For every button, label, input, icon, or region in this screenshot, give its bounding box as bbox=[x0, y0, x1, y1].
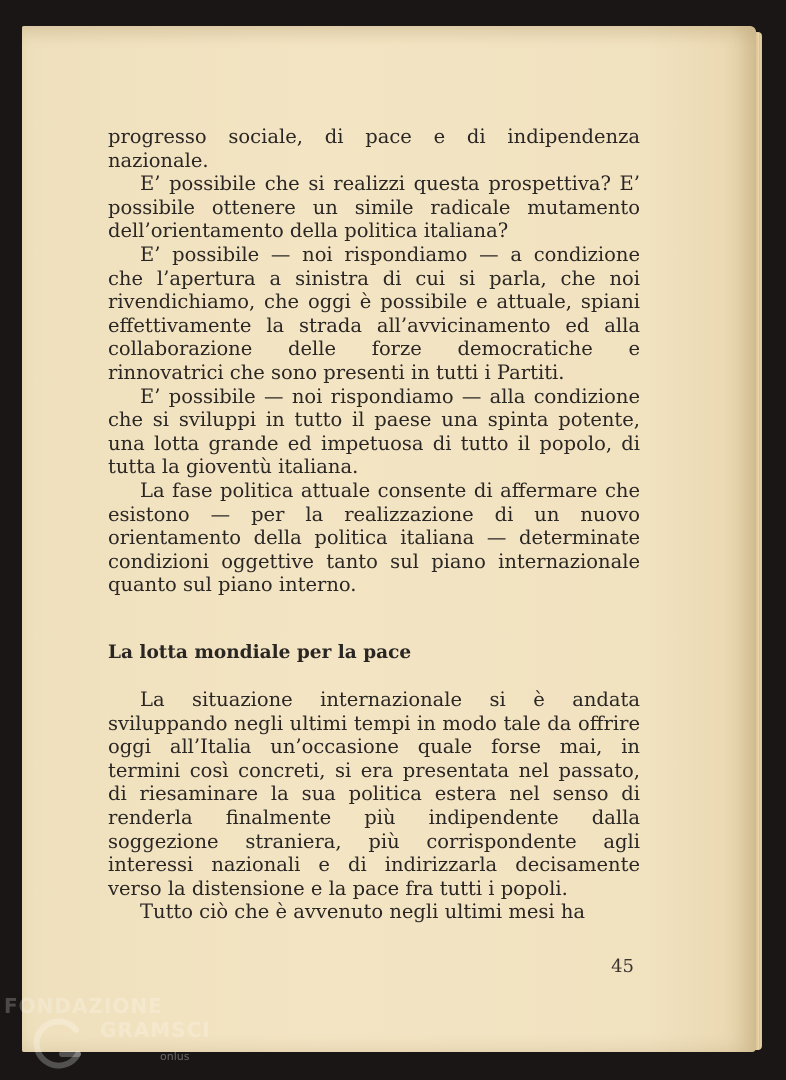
page-number: 45 bbox=[611, 956, 634, 977]
paragraph: E’ possibile — noi rispondiamo — a condizione che l’apertura a sinistra di cui si parla, che noi rivendichiamo, che oggi è possibile e attuale, spiani effettivamente la strada all’avvicinamento ed alla collaborazione delle forze democratiche e rinnovatrici che sono presenti in tutti i Partiti. bbox=[108, 242, 640, 384]
section-heading: La lotta mondiale per la pace bbox=[108, 642, 412, 663]
paragraph: E’ possibile — noi rispondiamo — alla condizione che si sviluppi in tutto il paese una spinta potente, una lotta grande ed impetuosa di tutto il popolo, di tutta la gioventù italiana. bbox=[108, 384, 640, 479]
paragraph: progresso sociale, di pace e di indipendenza nazionale. bbox=[108, 125, 640, 172]
watermark-sub: onlus bbox=[160, 1050, 190, 1063]
paragraph: Tutto ciò che è avvenuto negli ultimi mesi ha bbox=[140, 900, 586, 924]
watermark-line2: GRAMSCI bbox=[100, 1018, 211, 1042]
paragraph: E’ possibile che si realizzi questa prospettiva? E’ possibile ottenere un simile radicale mutamento dell’orientamento della politica italiana? bbox=[108, 172, 640, 243]
watermark-line1: FONDAZIONE bbox=[4, 994, 163, 1018]
body-text-bottom bbox=[108, 688, 640, 924]
body-text-top bbox=[108, 125, 640, 597]
watermark bbox=[4, 994, 211, 1074]
fondazione-logo-icon bbox=[32, 1016, 86, 1070]
paragraph: La fase politica attuale consente di affermare che esistono — per la realizzazione di un nuovo orientamento della politica italiana — determinate condizioni oggettive tanto sul piano internazionale quanto sul piano interno. bbox=[108, 478, 640, 597]
paragraph: La situazione internazionale si è andata sviluppando negli ultimi tempi in modo tale da offrire oggi all’Italia un’occasione quale forse mai, in termini così concreti, si era presentata nel passato, di riesaminare la sua politica estera nel senso di renderla finalmente più indipendente dalla soggezione straniera, più corrispondente agli interessi nazionali e di indirizzarla decisamente verso la distensione e la pace fra tutti i popoli. bbox=[108, 688, 640, 900]
